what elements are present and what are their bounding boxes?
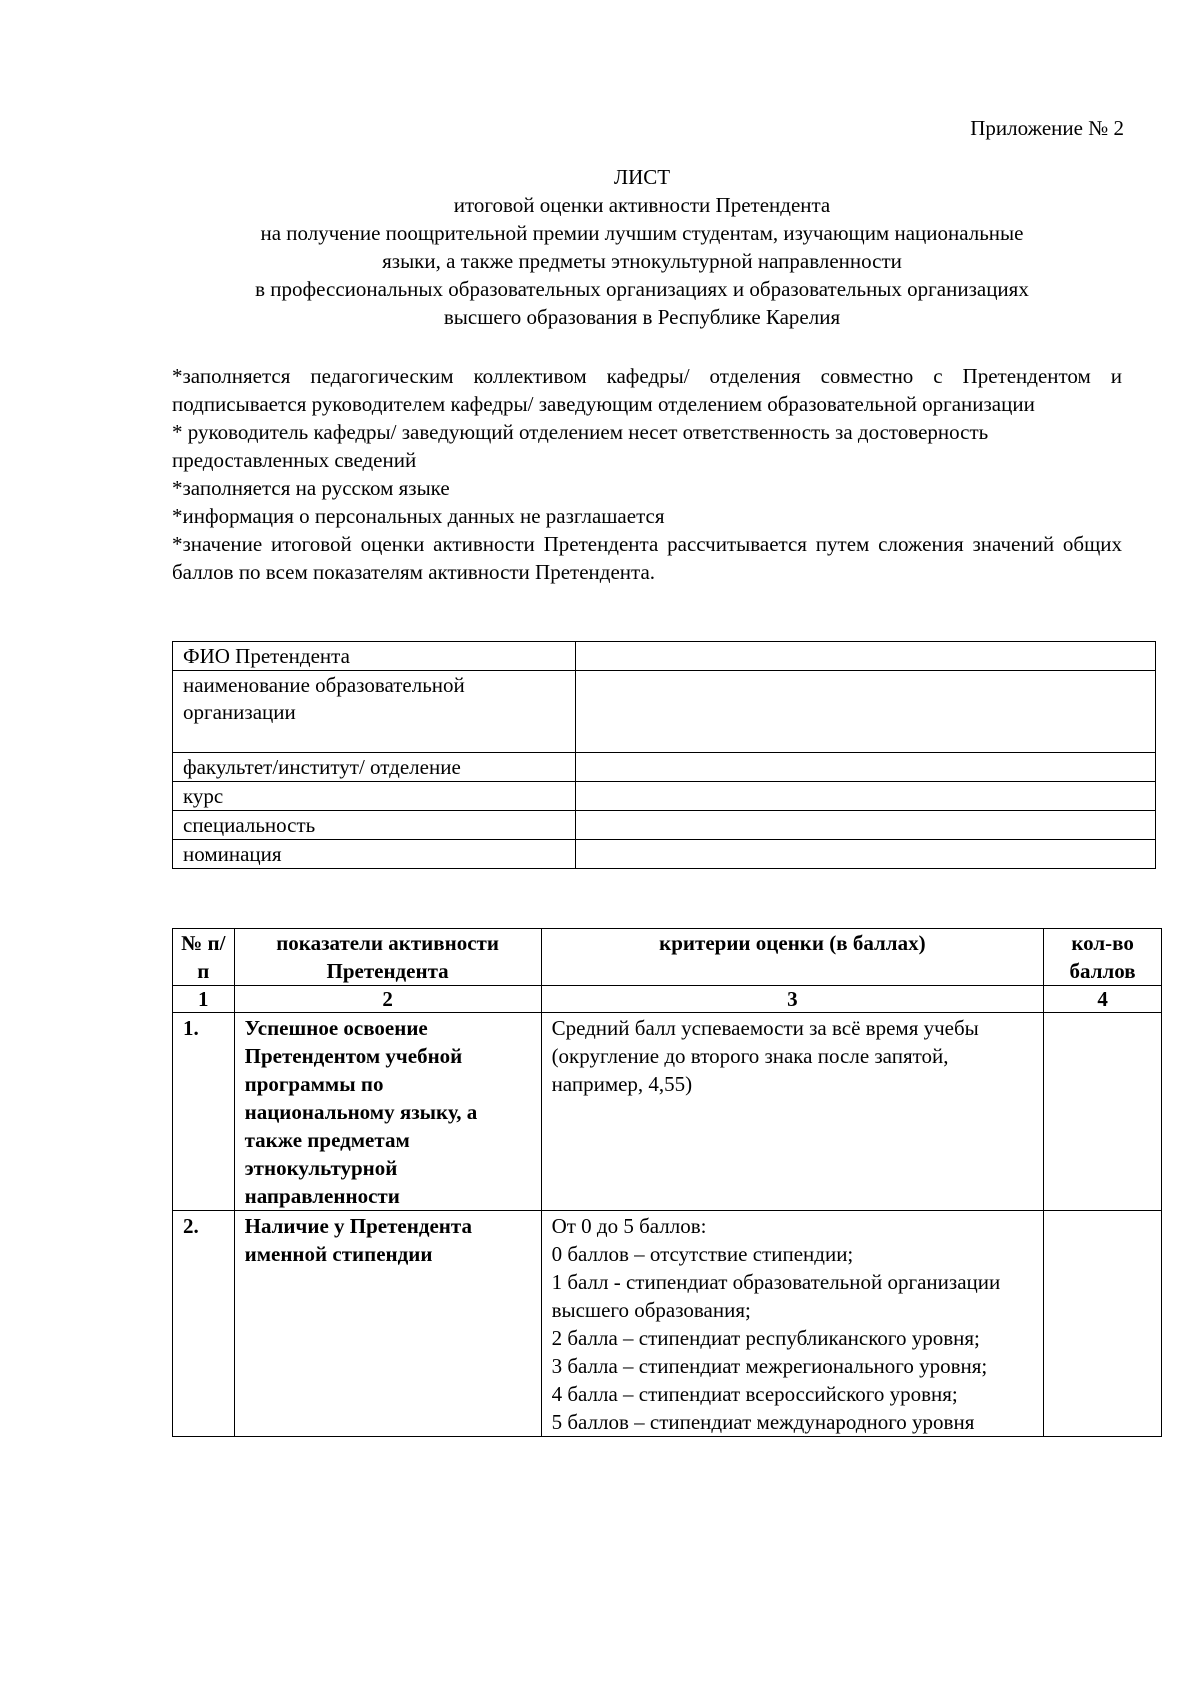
criteria-line: 2 балла – стипендиат республиканского уровня; [551,1326,980,1350]
column-index: 3 [541,986,1044,1013]
criteria-line: 3 балла – стипендиат межрегионального уровня; [551,1354,988,1378]
column-index: 2 [234,986,541,1013]
table-row [173,671,1156,753]
header-score: кол-во баллов [1044,929,1162,986]
row-number: 2. [173,1211,235,1437]
table-row [173,1013,1162,1211]
subtitle-line: в профессиональных образовательных организациях и образовательных организациях [255,277,1029,301]
title-block [160,163,1124,331]
info-label: наименование образовательной организации [173,671,576,753]
notes-block [172,362,1122,586]
info-label: курс [173,782,576,811]
row-score-field[interactable] [1044,1211,1162,1437]
subtitle-line: языки, а также предметы этнокультурной направленности [382,249,902,273]
header-indicator: показатели активности Претендента [234,929,541,986]
row-indicator: Наличие у Претендента именной стипендии [234,1211,541,1437]
column-index: 4 [1044,986,1162,1013]
header-number: № п/п [173,929,235,986]
document-title: ЛИСТ [613,165,671,189]
info-value-field[interactable] [576,811,1156,840]
row-criteria [541,1013,1044,1211]
info-label: номинация [173,840,576,869]
criteria-line: 0 баллов – отсутствие стипендии; [551,1242,854,1266]
row-number: 1. [173,1013,235,1211]
info-value-field[interactable] [576,642,1156,671]
criteria-line: 4 балла – стипендиат всероссийского уровня; [551,1382,958,1406]
info-value-field[interactable] [576,753,1156,782]
table-row [173,782,1156,811]
info-value-field[interactable] [576,671,1156,753]
criteria-line: 5 баллов – стипендиат международного уровня [551,1410,975,1434]
criteria-line: От 0 до 5 баллов: [551,1214,707,1238]
info-label: ФИО Претендента [173,642,576,671]
column-index: 1 [173,986,235,1013]
note-item: *заполняется педагогическим коллективом кафедры/ отделения совместно с Претендентом и подписывается руководителем кафедры/ заведующим отделением образовательной организации [172,364,1122,416]
table-row [173,753,1156,782]
table-row [173,840,1156,869]
note-item: *информация о персональных данных не разглашается [172,504,665,528]
info-value-field[interactable] [576,840,1156,869]
subtitle-line: на получение поощрительной премии лучшим студентам, изучающим национальные [260,221,1024,245]
column-index-row [173,986,1162,1013]
table-row [173,1211,1162,1437]
header-criteria: критерии оценки (в баллах) [541,929,1044,986]
appendix-label: Приложение № 2 [970,116,1124,140]
note-item: *заполняется на русском языке [172,476,450,500]
note-item: * руководитель кафедры/ заведующий отделением несет ответственность за достоверность предоставленных сведений [172,420,989,472]
info-label: факультет/институт/ отделение [173,753,576,782]
table-row [173,811,1156,840]
row-score-field[interactable] [1044,1013,1162,1211]
info-label: специальность [173,811,576,840]
criteria-table [172,928,1162,1437]
criteria-line: Средний балл успеваемости за всё время учебы (округление до второго знака после запятой, например, 4,55) [551,1016,979,1096]
criteria-line: 1 балл - стипендиат образовательной организации высшего образования; [551,1270,1001,1322]
row-indicator: Успешное освоение Претендентом учебной программы по национальному языку, а также предметам этнокультурной направленности [234,1013,541,1211]
applicant-info-table [172,641,1156,869]
info-value-field[interactable] [576,782,1156,811]
subtitle-line: итоговой оценки активности Претендента [453,193,831,217]
note-item: *значение итоговой оценки активности Претендента рассчитывается путем сложения значений общих баллов по всем показателям активности Претендента. [172,532,1122,584]
subtitle-line: высшего образования в Республике Карелия [443,305,841,329]
table-header-row [173,929,1162,986]
table-row [173,642,1156,671]
row-criteria [541,1211,1044,1437]
